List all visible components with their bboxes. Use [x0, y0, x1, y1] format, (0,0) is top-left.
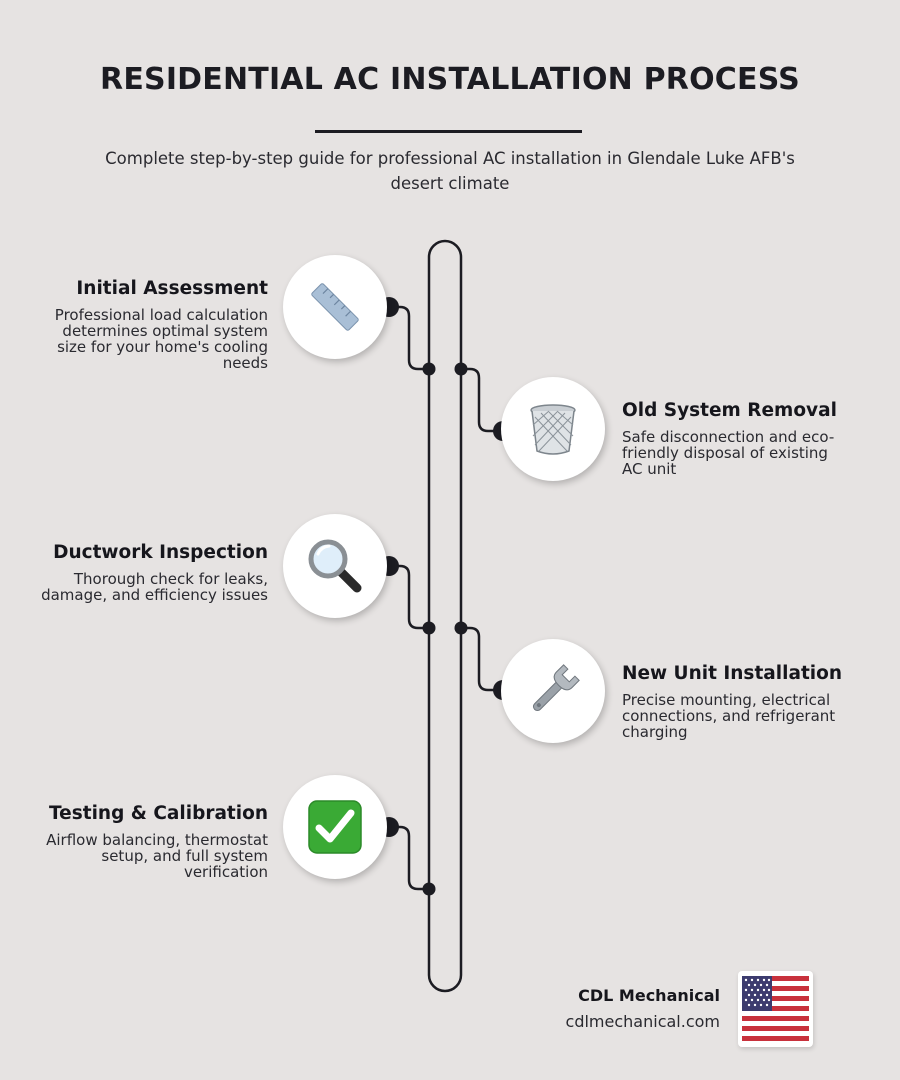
- step-title: New Unit Installation: [622, 663, 843, 684]
- flag-badge: [738, 971, 813, 1047]
- step-testing-calibration: [38, 803, 268, 880]
- connector-dot-step-5-track: [423, 883, 436, 896]
- connector-step-1: [389, 307, 429, 369]
- step-ductwork-inspection: [38, 542, 268, 603]
- wastebasket-icon: [523, 399, 583, 459]
- step-description: Thorough check for leaks, damage, and efficiency issues: [41, 570, 268, 604]
- connector-dot-step-4-track: [455, 622, 468, 635]
- connector-dot-step-1-track: [423, 363, 436, 376]
- connector-step-2: [461, 369, 503, 431]
- step-description: Safe disconnection and eco-friendly disposal of existing AC unit: [622, 428, 835, 478]
- step-title: Initial Assessment: [76, 278, 268, 299]
- step-node-initial-assessment: [283, 255, 387, 359]
- step-old-system-removal: [622, 400, 842, 477]
- page-subtitle: Complete step-by-step guide for professional AC installation in Glendale Luke AFB's desert climate: [105, 149, 795, 193]
- step-new-unit-installation: [622, 663, 852, 740]
- page-title: RESIDENTIAL AC INSTALLATION PROCESS: [100, 62, 800, 97]
- wrench-icon: [523, 661, 583, 721]
- step-title: Ductwork Inspection: [53, 542, 268, 563]
- step-title: Testing & Calibration: [49, 803, 268, 824]
- step-initial-assessment: [38, 278, 268, 371]
- check-mark-icon: [307, 799, 363, 855]
- connector-step-3: [389, 566, 429, 628]
- step-node-new-unit-installation: [501, 639, 605, 743]
- connector-step-4: [461, 628, 503, 690]
- step-description: Professional load calculation determines optimal system size for your home's cooling needs: [54, 306, 268, 372]
- step-node-ductwork-inspection: [283, 514, 387, 618]
- connector-dot-step-2-track: [455, 363, 468, 376]
- company-website[interactable]: cdlmechanical.com: [565, 1012, 720, 1031]
- company-name: CDL Mechanical: [578, 986, 720, 1005]
- connector-step-5: [389, 827, 429, 889]
- step-description: Airflow balancing, thermostat setup, and full system verification: [46, 831, 268, 881]
- magnifying-glass-icon: [305, 536, 365, 596]
- ruler-icon: [305, 277, 365, 337]
- timeline-track: [429, 241, 461, 991]
- step-title: Old System Removal: [622, 400, 837, 421]
- step-node-testing-calibration: [283, 775, 387, 879]
- connector-dot-step-3-track: [423, 622, 436, 635]
- us-flag-icon: [742, 976, 809, 1042]
- step-description: Precise mounting, electrical connections, and refrigerant charging: [622, 691, 836, 741]
- step-node-old-system-removal: [501, 377, 605, 481]
